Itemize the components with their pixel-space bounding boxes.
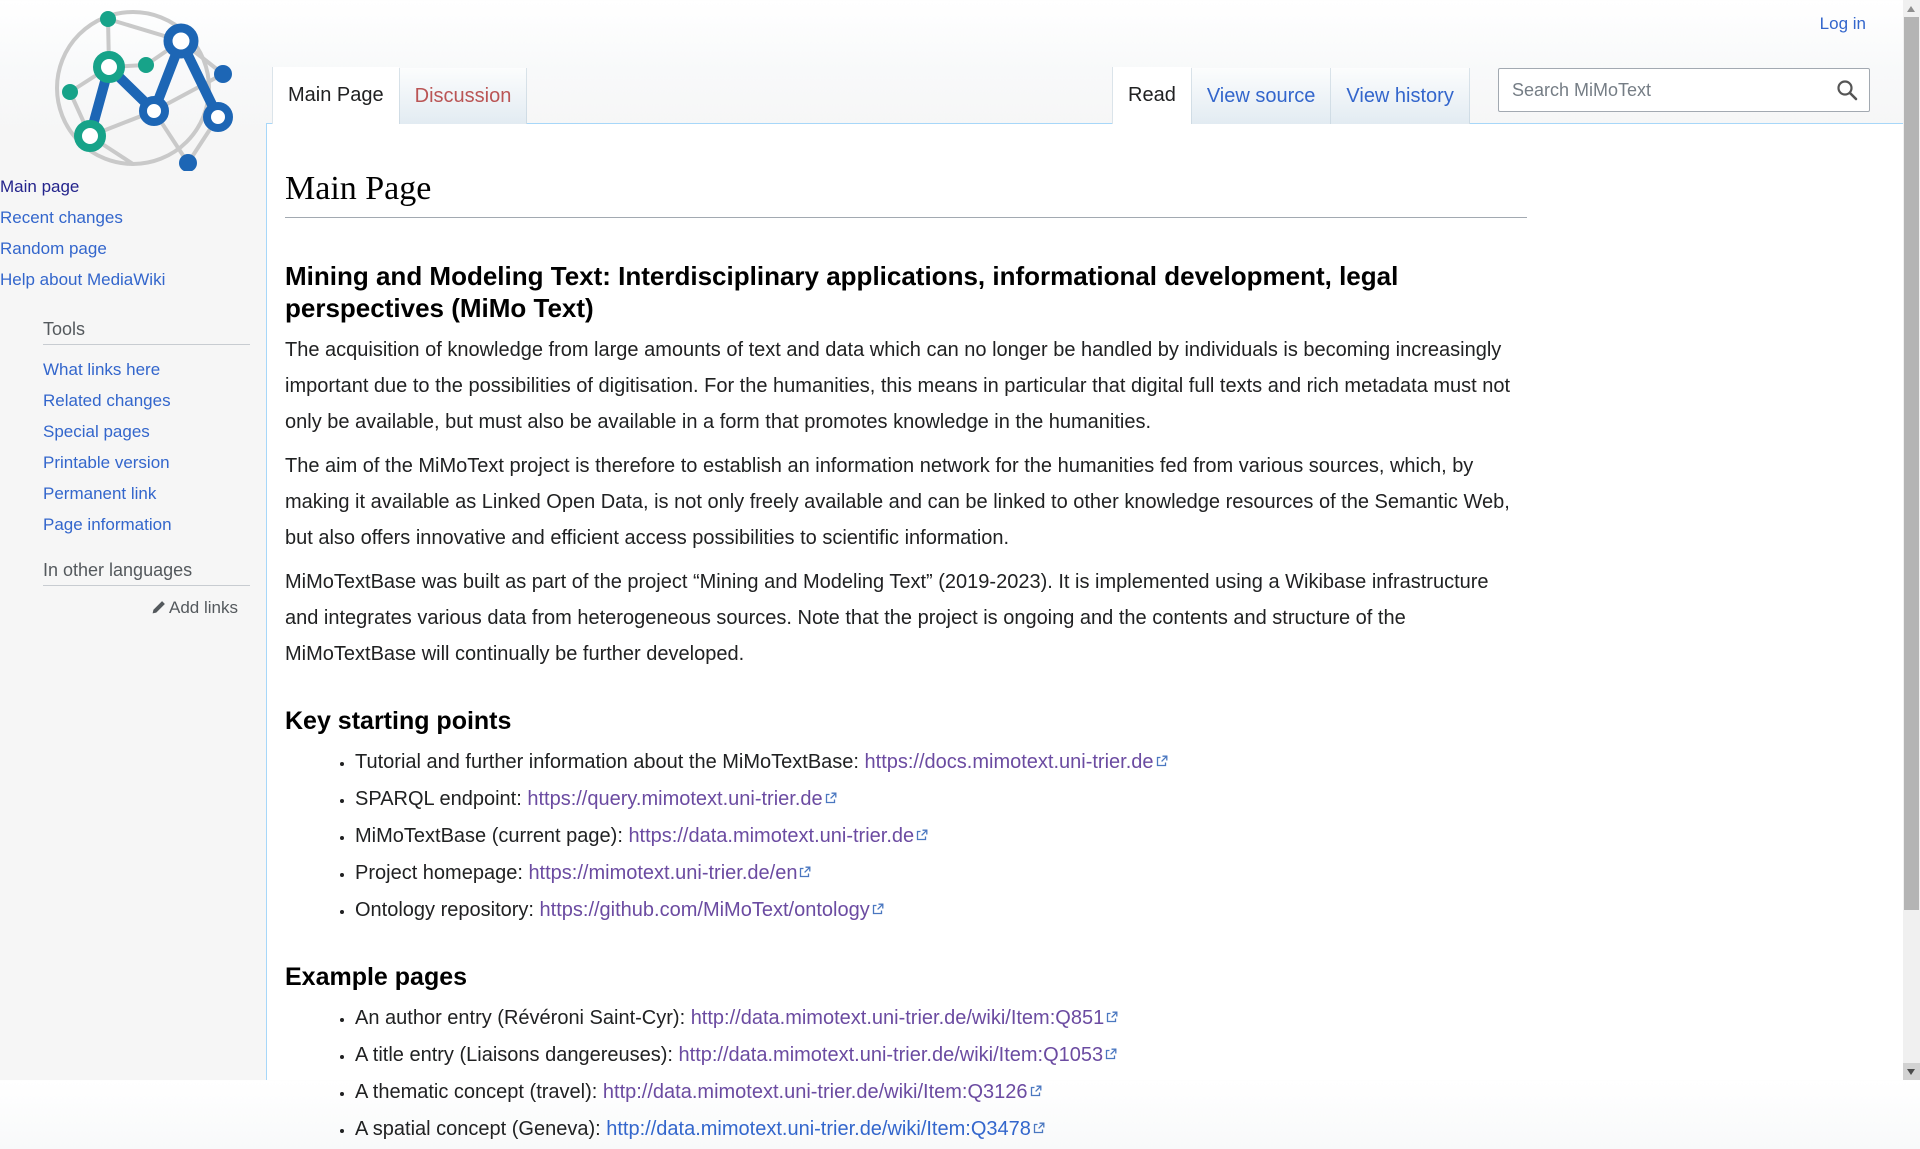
section-heading-key-starting-points: Key starting points: [285, 707, 512, 735]
wiki-logo[interactable]: [33, 3, 233, 171]
external-link[interactable]: http://data.mimotext.uni-trier.de/wiki/Item:Q3478: [606, 1118, 1031, 1140]
external-link[interactable]: http://data.mimotext.uni-trier.de/wiki/Item:Q3126: [602, 1081, 1028, 1103]
arrow-down-icon: [1907, 1069, 1915, 1075]
external-link-icon: [872, 903, 884, 915]
external-link-icon: [916, 829, 928, 841]
external-link-icon: [825, 792, 837, 804]
list-item: [355, 1000, 1527, 1036]
paragraph: The acquisition of knowledge from large amounts of text and data which can no longer be handled by individuals is becoming increasingly important due to the possibilities of digitisation. For the humanities, this means in particular that digital full texts and rich metadata must not only be available, but must also be available in a form that promotes knowledge in the humanities.: [285, 339, 1511, 433]
sidebar-link-what-links-here[interactable]: What links here: [43, 360, 161, 379]
tab-read[interactable]: [1112, 67, 1191, 124]
sidebar-heading-in-other-languages: In other languages: [43, 560, 250, 586]
scrollbar-thumb[interactable]: [1904, 17, 1919, 910]
search-input[interactable]: [1498, 68, 1870, 112]
external-link[interactable]: http://data.mimotext.uni-trier.de/wiki/Item:Q1053: [678, 1044, 1104, 1066]
tab-label: Discussion: [414, 85, 512, 107]
list-item-text: Project homepage:: [355, 862, 529, 884]
paragraph: The aim of the MiMoText project is therefore to establish an information network for the humanities fed from various sources, which, by making it available as Linked Open Data, is not only freely available and can be linked to other knowledge resources of the Semantic Web, but also offers innovative and efficient access possibilities to scientific information.: [285, 455, 1510, 549]
sidebar-heading-tools: Tools: [43, 319, 250, 345]
sidebar-link-related-changes[interactable]: Related changes: [43, 391, 171, 410]
tab-label: Read: [1128, 84, 1176, 106]
list-item: [355, 1074, 1527, 1110]
tab-view-source[interactable]: [1191, 68, 1331, 124]
list-item-text: An author entry (Révéroni Saint-Cyr):: [355, 1007, 691, 1029]
add-links-button[interactable]: [0, 598, 238, 618]
vertical-scrollbar[interactable]: [1903, 0, 1920, 1080]
list-item-text: MiMoTextBase (current page):: [355, 825, 629, 847]
tab-label: View source: [1206, 85, 1316, 107]
add-links-label: Add links: [169, 598, 238, 617]
lead-heading: Mining and Modeling Text: Interdisciplinary applications, informational development, legal perspectives (MiMo Text): [285, 261, 1399, 323]
tab-label: View history: [1346, 85, 1454, 107]
links-list: [285, 744, 1527, 928]
sidebar-nav-item: [43, 478, 266, 509]
logo-network-graphic: [33, 3, 233, 171]
page-tabs: [272, 0, 527, 124]
list-item: [355, 744, 1527, 780]
sidebar-nav-item: [0, 202, 266, 233]
links-list: [285, 1000, 1527, 1147]
sidebar-link-page-information[interactable]: Page information: [43, 515, 172, 534]
list-item-text: Tutorial and further information about the MiMoTextBase:: [355, 751, 865, 773]
sidebar-link-permanent-link[interactable]: Permanent link: [43, 484, 157, 503]
external-link[interactable]: https://github.com/MiMoText/ontology: [539, 899, 870, 921]
sidebar-nav-item: [43, 509, 266, 540]
external-link[interactable]: https://data.mimotext.uni-trier.de: [628, 825, 915, 847]
list-item-text: A title entry (Liaisons dangereuses):: [355, 1044, 679, 1066]
sidebar: [0, 0, 266, 1080]
arrow-up-icon: [1907, 6, 1915, 12]
sidebar-link-random-page[interactable]: Random page: [0, 239, 107, 258]
paragraph: MiMoTextBase was built as part of the project “Mining and Modeling Text” (2019-2023). It is implemented using a Wikibase infrastructure and integrates various data from heterogeneous sources. Note that the project is ongoing and the contents and structure of the MiMoTextBase will continually be further developed.: [285, 571, 1489, 665]
sidebar-link-main-page[interactable]: Main page: [0, 177, 80, 196]
sidebar-link-help-about-mediawiki[interactable]: Help about MediaWiki: [0, 270, 166, 289]
sidebar-nav-item: [0, 233, 266, 264]
list-item: [355, 781, 1527, 817]
sidebar-nav-item: [43, 447, 266, 478]
login-link[interactable]: Log in: [1819, 14, 1866, 33]
external-link[interactable]: https://query.mimotext.uni-trier.de: [527, 788, 823, 810]
sidebar-link-printable-version[interactable]: Printable version: [43, 453, 170, 472]
sidebar-nav-item: [43, 354, 266, 385]
sidebar-section-list: [43, 354, 266, 540]
list-item: [355, 1037, 1527, 1073]
sidebar-nav-item: [43, 385, 266, 416]
sidebar-nav: [0, 171, 266, 295]
list-item: [355, 818, 1527, 854]
search-box: [1498, 68, 1870, 112]
page-title: Main Page: [285, 169, 1527, 218]
view-tabs: [1112, 0, 1470, 124]
list-item-text: A thematic concept (travel):: [355, 1081, 603, 1103]
sidebar-link-special-pages[interactable]: Special pages: [43, 422, 150, 441]
external-link-icon: [1106, 1011, 1118, 1023]
external-link-icon: [1033, 1122, 1045, 1134]
external-link-icon: [1105, 1048, 1117, 1060]
content-area: [266, 123, 1903, 1140]
external-link-icon: [1156, 755, 1168, 767]
sidebar-link-recent-changes[interactable]: Recent changes: [0, 208, 123, 227]
sidebar-nav-item: [0, 264, 266, 295]
scroll-down-button[interactable]: [1903, 1063, 1920, 1080]
external-link[interactable]: https://docs.mimotext.uni-trier.de: [864, 751, 1154, 773]
list-item-text: SPARQL endpoint:: [355, 788, 528, 810]
list-item-text: A spatial concept (Geneva):: [355, 1118, 607, 1140]
pencil-icon: [151, 600, 166, 615]
external-link-icon: [799, 866, 811, 878]
external-link-icon: [1030, 1085, 1042, 1097]
external-link[interactable]: http://data.mimotext.uni-trier.de/wiki/Item:Q851: [690, 1007, 1105, 1029]
tab-main-page[interactable]: [272, 67, 399, 124]
tab-label: Main Page: [288, 84, 384, 106]
list-item: [355, 892, 1527, 928]
list-item-text: Ontology repository:: [355, 899, 540, 921]
content-section: [285, 706, 1527, 928]
list-item: [355, 1111, 1527, 1147]
section-heading-example-pages: Example pages: [285, 963, 468, 991]
sidebar-nav-item: [0, 171, 266, 202]
list-item: [355, 855, 1527, 891]
external-link[interactable]: https://mimotext.uni-trier.de/en: [528, 862, 798, 884]
tab-discussion[interactable]: [399, 68, 528, 124]
content-section: [285, 962, 1527, 1147]
tab-view-history[interactable]: [1330, 68, 1469, 124]
sidebar-nav-item: [43, 416, 266, 447]
scroll-up-button[interactable]: [1903, 0, 1920, 17]
search-icon[interactable]: [1835, 78, 1859, 102]
